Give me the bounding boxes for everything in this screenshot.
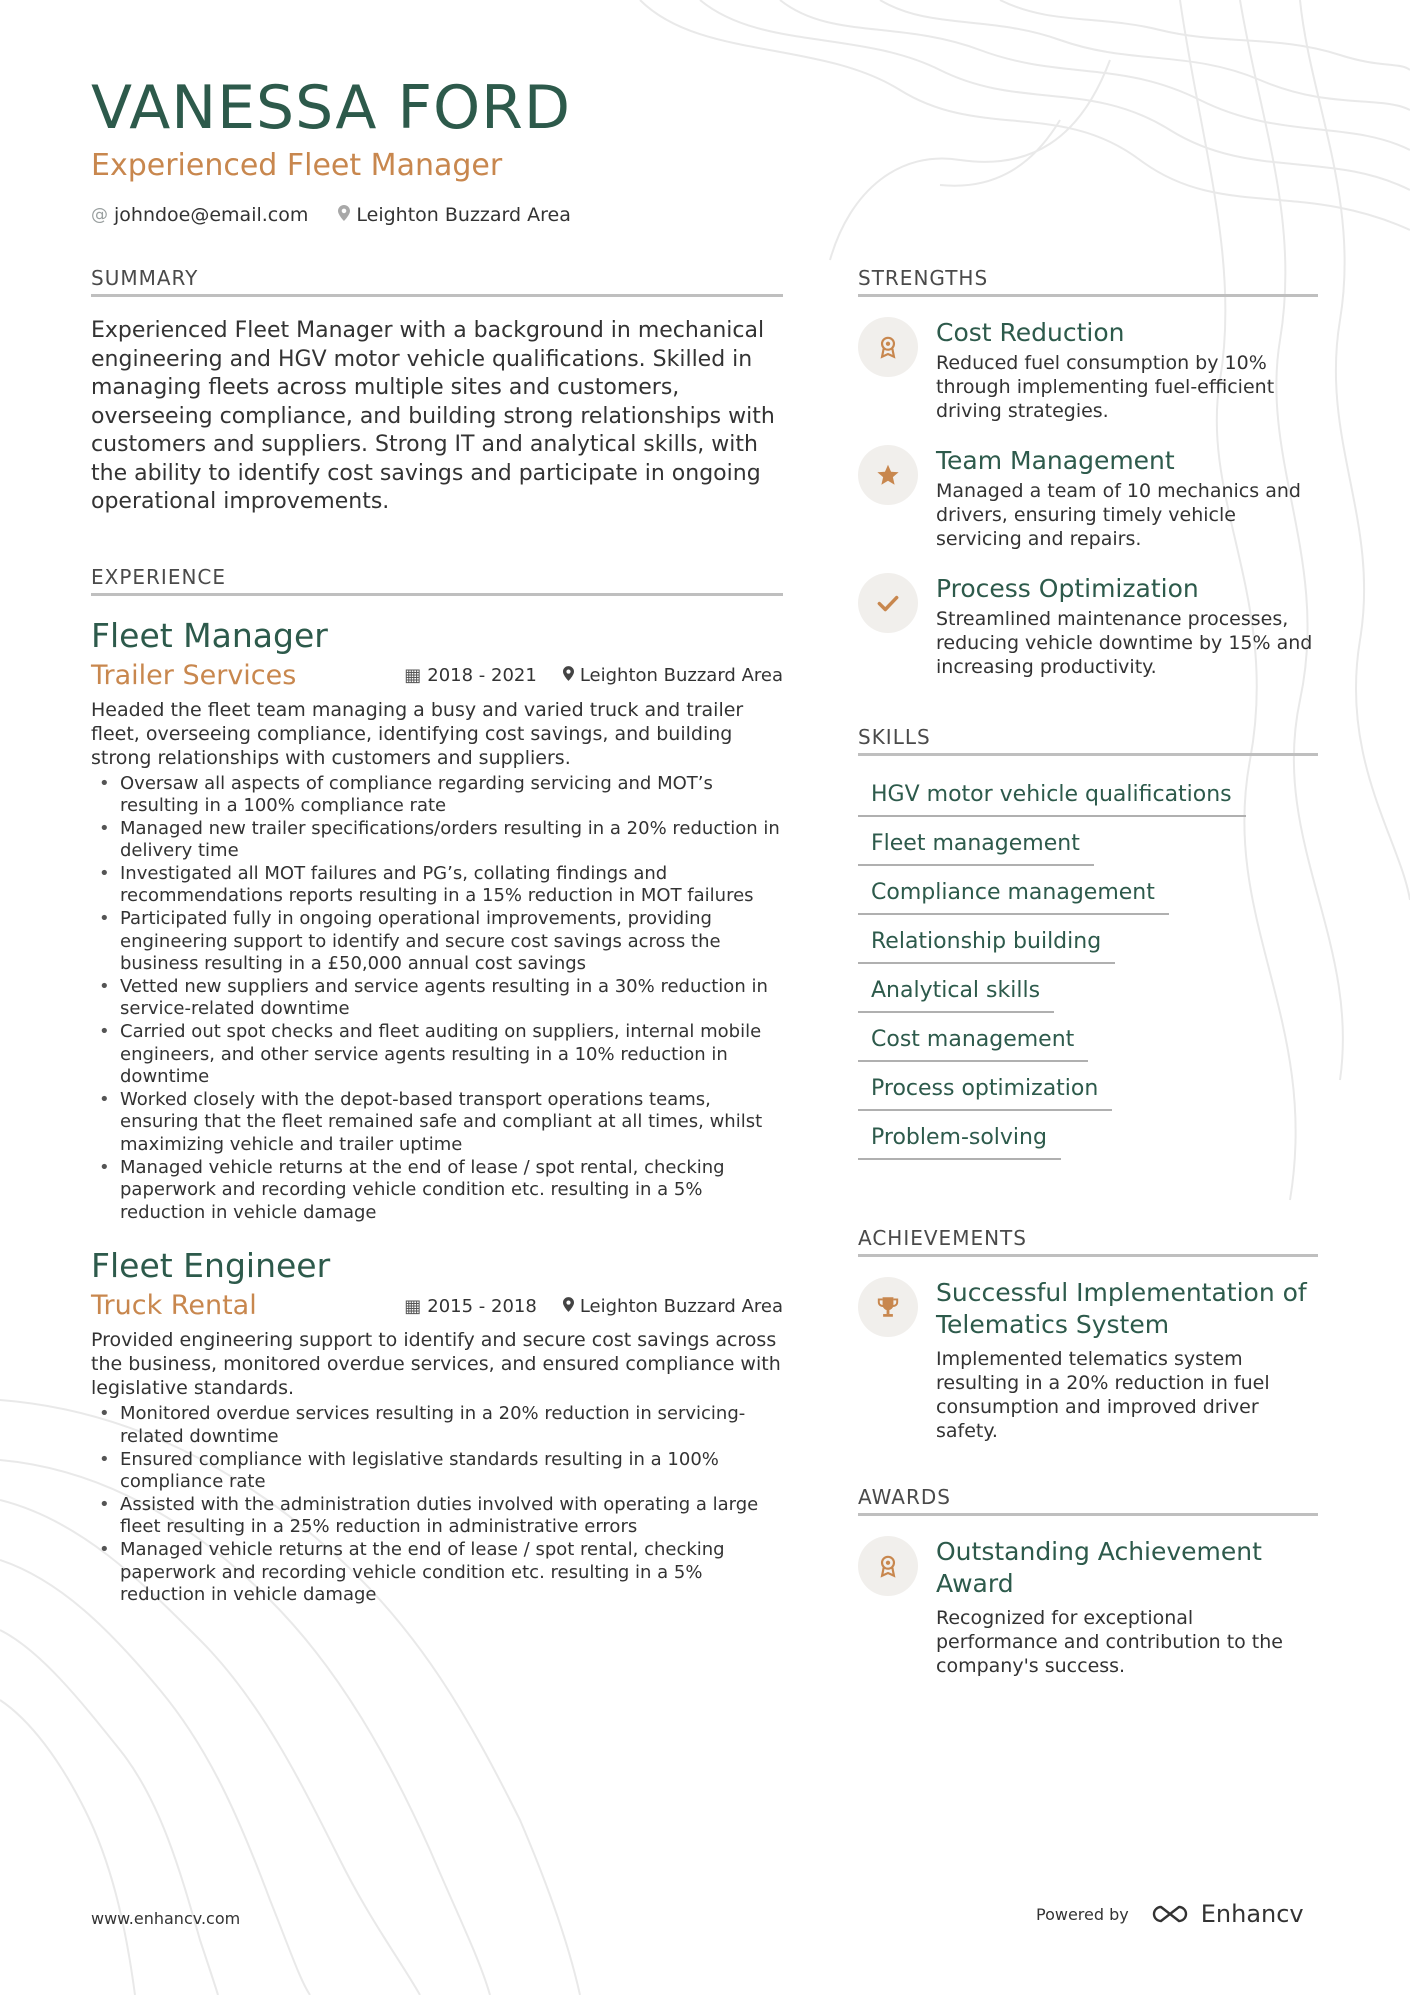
skill-tag: Fleet management (858, 817, 1094, 866)
job-bullets (91, 773, 783, 1225)
company-name: Trailer Services (91, 659, 297, 691)
strength-body (936, 317, 1318, 423)
award-item (858, 1536, 1318, 1678)
skill-tag: Analytical skills (858, 964, 1054, 1013)
location-pin-icon (338, 205, 350, 226)
list-item: • Oversaw all aspects of compliance regarding servicing and MOT’s resulting in a 100% compliance rate (91, 773, 783, 818)
strength-title: Process Optimization (936, 574, 1199, 603)
list-item: • Participated fully in ongoing operational improvements, providing engineering support to identify and secure cost savings across the business resulting in a £50,000 annual cost savings (91, 908, 783, 976)
strengths-section-title: STRENGTHS (858, 266, 1318, 297)
left-column (91, 266, 783, 1607)
location-pin-icon (563, 1296, 574, 1317)
contact-location (338, 204, 570, 226)
job-meta-row (91, 1288, 783, 1324)
strength-body (936, 573, 1318, 679)
company-name: Truck Rental (91, 1290, 257, 1322)
right-column (858, 266, 1318, 1678)
strength-description: Reduced fuel consumption by 10% through implementing fuel-efficient driving strategies. (936, 352, 1275, 422)
skills-list (858, 768, 1318, 1160)
medal-icon (858, 317, 918, 377)
footer-branding (1036, 1900, 1304, 1928)
resume-header (91, 70, 1291, 226)
summary-text: Experienced Fleet Manager with a background in mechanical engineering and HGV motor vehicle qualifications. Skilled in managing fleets across multiple sites and customers, overseeing compliance, and building strong relationships with customers and suppliers. Strong IT and analytical skills, with the ability to identify cost savings and participate in ongoing operational improvements. (91, 318, 775, 514)
strength-description: Managed a team of 10 mechanics and drivers, ensuring timely vehicle servicing and repairs. (936, 480, 1301, 550)
experience-entry (91, 1246, 783, 1606)
job-location (563, 1296, 783, 1317)
award-description: Recognized for exceptional performance and contribution to the company's success. (936, 1607, 1283, 1677)
check-icon (858, 573, 918, 633)
summary-section-title: SUMMARY (91, 266, 783, 297)
strength-item (858, 317, 1318, 423)
brand-name: Enhancv (1200, 1900, 1304, 1928)
achievement-title: Successful Implementation of Telematics System (936, 1278, 1307, 1339)
job-meta (404, 1296, 783, 1317)
job-location-text: Leighton Buzzard Area (579, 665, 783, 686)
powered-by-label: Powered by (1036, 1904, 1129, 1924)
list-item: • Monitored overdue services resulting in a 20% reduction in servicing-related downtime (91, 1403, 783, 1448)
list-item: • Vetted new suppliers and service agents resulting in a 30% reduction in service-related downtime (91, 976, 783, 1021)
skill-tag: Compliance management (858, 866, 1169, 915)
skill-tag: Relationship building (858, 915, 1115, 964)
list-item: • Ensured compliance with legislative standards resulting in a 100% compliance rate (91, 1449, 783, 1494)
job-dates-text: 2018 - 2021 (427, 665, 537, 686)
award-body (936, 1536, 1318, 1678)
job-dates (404, 665, 537, 686)
list-item: • Investigated all MOT failures and PG’s, collating findings and recommendations reports resulting in a 15% reduction in MOT failures (91, 863, 783, 908)
job-description: Provided engineering support to identify and secure cost savings across the business, monitored overdue services, and ensured compliance with legislative standards. (91, 1329, 781, 1400)
job-location-text: Leighton Buzzard Area (579, 1295, 783, 1317)
strength-description: Streamlined maintenance processes, reducing vehicle downtime by 15% and increasing productivity. (936, 608, 1313, 678)
at-sign-icon: @ (91, 205, 108, 225)
trophy-icon (858, 1277, 918, 1337)
footer-website[interactable]: www.enhancv.com (91, 1909, 241, 1928)
strength-title: Team Management (936, 446, 1175, 475)
experience-section-title: EXPERIENCE (91, 565, 783, 596)
star-icon (858, 445, 918, 505)
skill-tag: Problem-solving (858, 1111, 1061, 1160)
skill-tag: HGV motor vehicle qualifications (858, 768, 1246, 817)
award-title: Outstanding Achievement Award (936, 1537, 1262, 1598)
skill-tag: Process optimization (858, 1062, 1112, 1111)
strength-title: Cost Reduction (936, 318, 1125, 347)
strength-body (936, 445, 1318, 551)
candidate-headline: Experienced Fleet Manager (91, 148, 503, 183)
contact-row (91, 204, 1291, 226)
strength-item (858, 573, 1318, 679)
job-dates (404, 1296, 537, 1317)
skills-section-title: SKILLS (858, 725, 1318, 756)
achievements-section-title: ACHIEVEMENTS (858, 1226, 1318, 1257)
email-text: johndoe@email.com (114, 204, 309, 226)
job-title: Fleet Manager (91, 615, 328, 655)
brand-logo[interactable] (1147, 1900, 1304, 1928)
list-item: • Managed new trailer specifications/orders resulting in a 20% reduction in delivery time (91, 818, 783, 863)
job-meta (404, 665, 783, 686)
calendar-icon: ▦ (404, 665, 422, 686)
awards-section-title: AWARDS (858, 1485, 1318, 1516)
strength-item (858, 445, 1318, 551)
achievement-body (936, 1277, 1318, 1443)
job-dates-text: 2015 - 2018 (427, 1295, 537, 1317)
job-meta-row (91, 658, 783, 694)
achievement-description: Implemented telematics system resulting in a 20% reduction in fuel consumption and improved driver safety. (936, 1348, 1270, 1442)
experience-entry (91, 616, 783, 1225)
job-location (563, 665, 783, 686)
location-text: Leighton Buzzard Area (356, 204, 571, 226)
calendar-icon: ▦ (404, 1295, 422, 1317)
list-item: • Worked closely with the depot-based transport operations teams, ensuring that the fleet remained safe and compliant at all times, whilst maximizing vehicle and trailer uptime (91, 1089, 783, 1157)
list-item: • Managed vehicle returns at the end of lease / spot rental, checking paperwork and recording vehicle condition etc. resulting in a 5% reduction in vehicle damage (91, 1539, 783, 1607)
list-item: • Carried out spot checks and fleet auditing on suppliers, internal mobile engineers, and other service agents resulting in a 10% reduction in downtime (91, 1021, 783, 1089)
list-item: • Managed vehicle returns at the end of lease / spot rental, checking paperwork and recording vehicle condition etc. resulting in a 5% reduction in vehicle damage (91, 1157, 783, 1225)
medal-icon (858, 1536, 918, 1596)
location-pin-icon (563, 665, 574, 686)
contact-email[interactable] (91, 204, 308, 226)
job-description: Headed the fleet team managing a busy and varied truck and trailer fleet, overseeing compliance, identifying cost savings, and building strong relationships with customers and suppliers. (91, 698, 744, 769)
job-bullets (91, 1403, 783, 1606)
achievement-item (858, 1277, 1318, 1443)
skill-tag: Cost management (858, 1013, 1088, 1062)
enhancv-logo-icon (1147, 1903, 1193, 1925)
job-title: Fleet Engineer (91, 1246, 331, 1286)
candidate-name: VANESSA FORD (91, 73, 572, 143)
list-item: • Assisted with the administration duties involved with operating a large fleet resulting in a 25% reduction in administrative errors (91, 1494, 783, 1539)
